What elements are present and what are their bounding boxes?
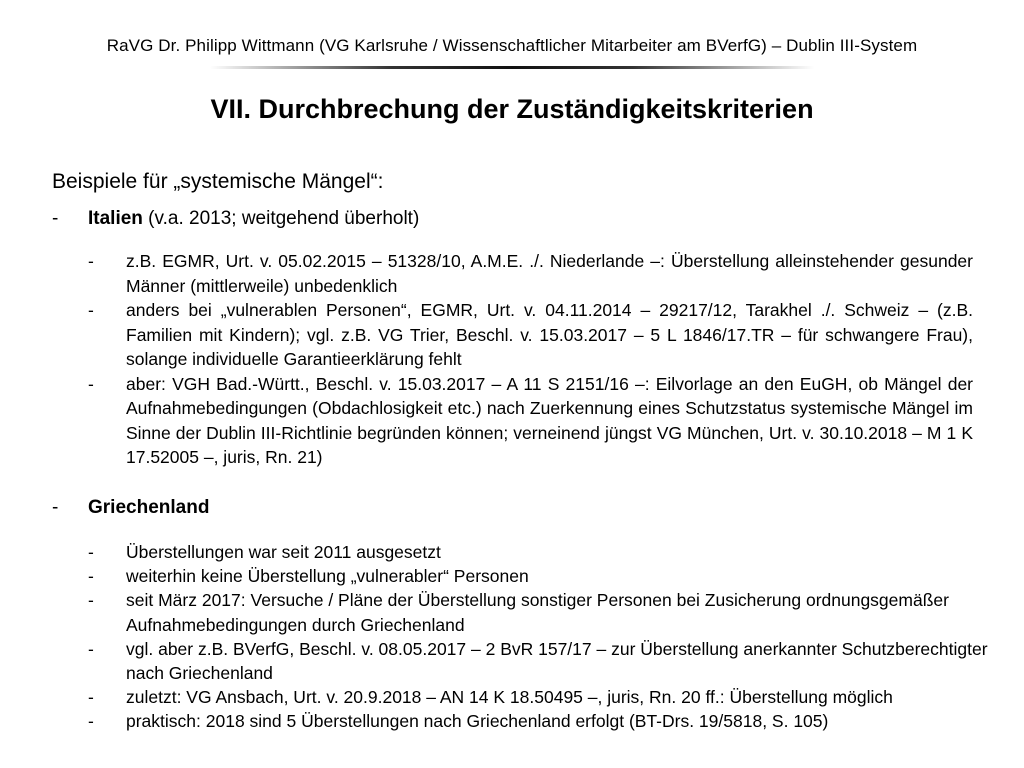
list-item-text: Überstellungen war seit 2011 ausgesetzt <box>126 542 441 562</box>
list-item <box>88 540 988 564</box>
list-item <box>88 637 988 685</box>
dash-bullet: - <box>52 497 59 518</box>
list-item-text: anders bei „vulnerablen Personen“, EGMR, Urt. v. 04.11.2014 – 29217/12, Tarakhel ./. Schweiz – (z.B. Familien mit Kindern); vgl. z.B. VG Trier, Beschl. v. 15.03.2017 – 5 L 1846/17.TR – für schwangere Frau), solange individuelle Garantieerklärung fehlt <box>126 300 973 369</box>
dash-bullet: - <box>88 251 94 271</box>
greece-list <box>88 540 988 734</box>
list-item <box>88 249 973 298</box>
header-divider <box>210 66 814 69</box>
dash-bullet: - <box>88 300 94 320</box>
italy-list <box>88 249 973 470</box>
country-italy-note: (v.a. 2013; weitgehend überholt) <box>142 208 420 229</box>
dash-bullet: - <box>88 638 94 659</box>
list-item <box>88 372 973 470</box>
dash-bullet: - <box>88 711 94 732</box>
list-item-text: praktisch: 2018 sind 5 Überstellungen nach Griechenland erfolgt (BT-Drs. 19/5818, S. 105) <box>126 711 829 732</box>
country-greece-name: Griechenland <box>88 497 210 518</box>
list-item-text: aber: VGH Bad.-Württ., Beschl. v. 15.03.2017 – A 11 S 2151/16 –: Eilvorlage an den EuGH, ob Mängel der Aufnahmebedingungen (Obdachlosigkeit etc.) nach Zuerkennung eines Schutzstatus systemische Mängel im Sinne der Dublin III-Richtlinie begründen können; verneinend jüngst VG München, Urt. v. 30.10.2018 – M 1 K 17.52005 –, juris, Rn. 21) <box>126 373 973 467</box>
list-item-text: weiterhin keine Überstellung „vulnerabler“ Personen <box>126 566 529 587</box>
dash-bullet: - <box>52 208 59 229</box>
list-item-text: vgl. aber z.B. BVerfG, Beschl. v. 08.05.2017 – 2 BvR 157/17 – zur Überstellung anerkannter Schutzberechtigter nach Griechenland <box>126 638 988 684</box>
list-item <box>88 298 973 372</box>
dash-bullet: - <box>88 373 94 394</box>
list-item <box>88 685 988 709</box>
list-item <box>88 564 988 588</box>
list-item <box>88 588 988 636</box>
country-italy-heading <box>52 208 419 230</box>
slide-title: VII. Durchbrechung der Zuständigkeitskriterien <box>210 94 814 124</box>
dash-bullet: - <box>88 687 94 708</box>
subtitle: Beispiele für „systemische Mängel“: <box>52 170 384 193</box>
slide-header: RaVG Dr. Philipp Wittmann (VG Karlsruhe / Wissenschaftlicher Mitarbeiter am BVerfG) – Dublin III-System <box>106 36 918 55</box>
list-item-text: z.B. EGMR, Urt. v. 05.02.2015 – 51328/10, A.M.E. ./. Niederlande –: Überstellung alleinstehender gesunder Männer (mittlerweile) unbedenklich <box>126 251 973 296</box>
country-italy-name: Italien <box>88 208 143 229</box>
dash-bullet: - <box>88 566 94 587</box>
dash-bullet: - <box>88 590 94 611</box>
country-greece-heading <box>52 497 209 519</box>
list-item <box>88 709 988 733</box>
list-item-text: zuletzt: VG Ansbach, Urt. v. 20.9.2018 – AN 14 K 18.50495 –, juris, Rn. 20 ff.: Überstellung möglich <box>126 687 893 708</box>
dash-bullet: - <box>88 542 94 562</box>
list-item-text: seit März 2017: Versuche / Pläne der Überstellung sonstiger Personen bei Zusicherung ordnungsgemäßer Aufnahmebedingungen durch Griechenland <box>126 590 949 635</box>
